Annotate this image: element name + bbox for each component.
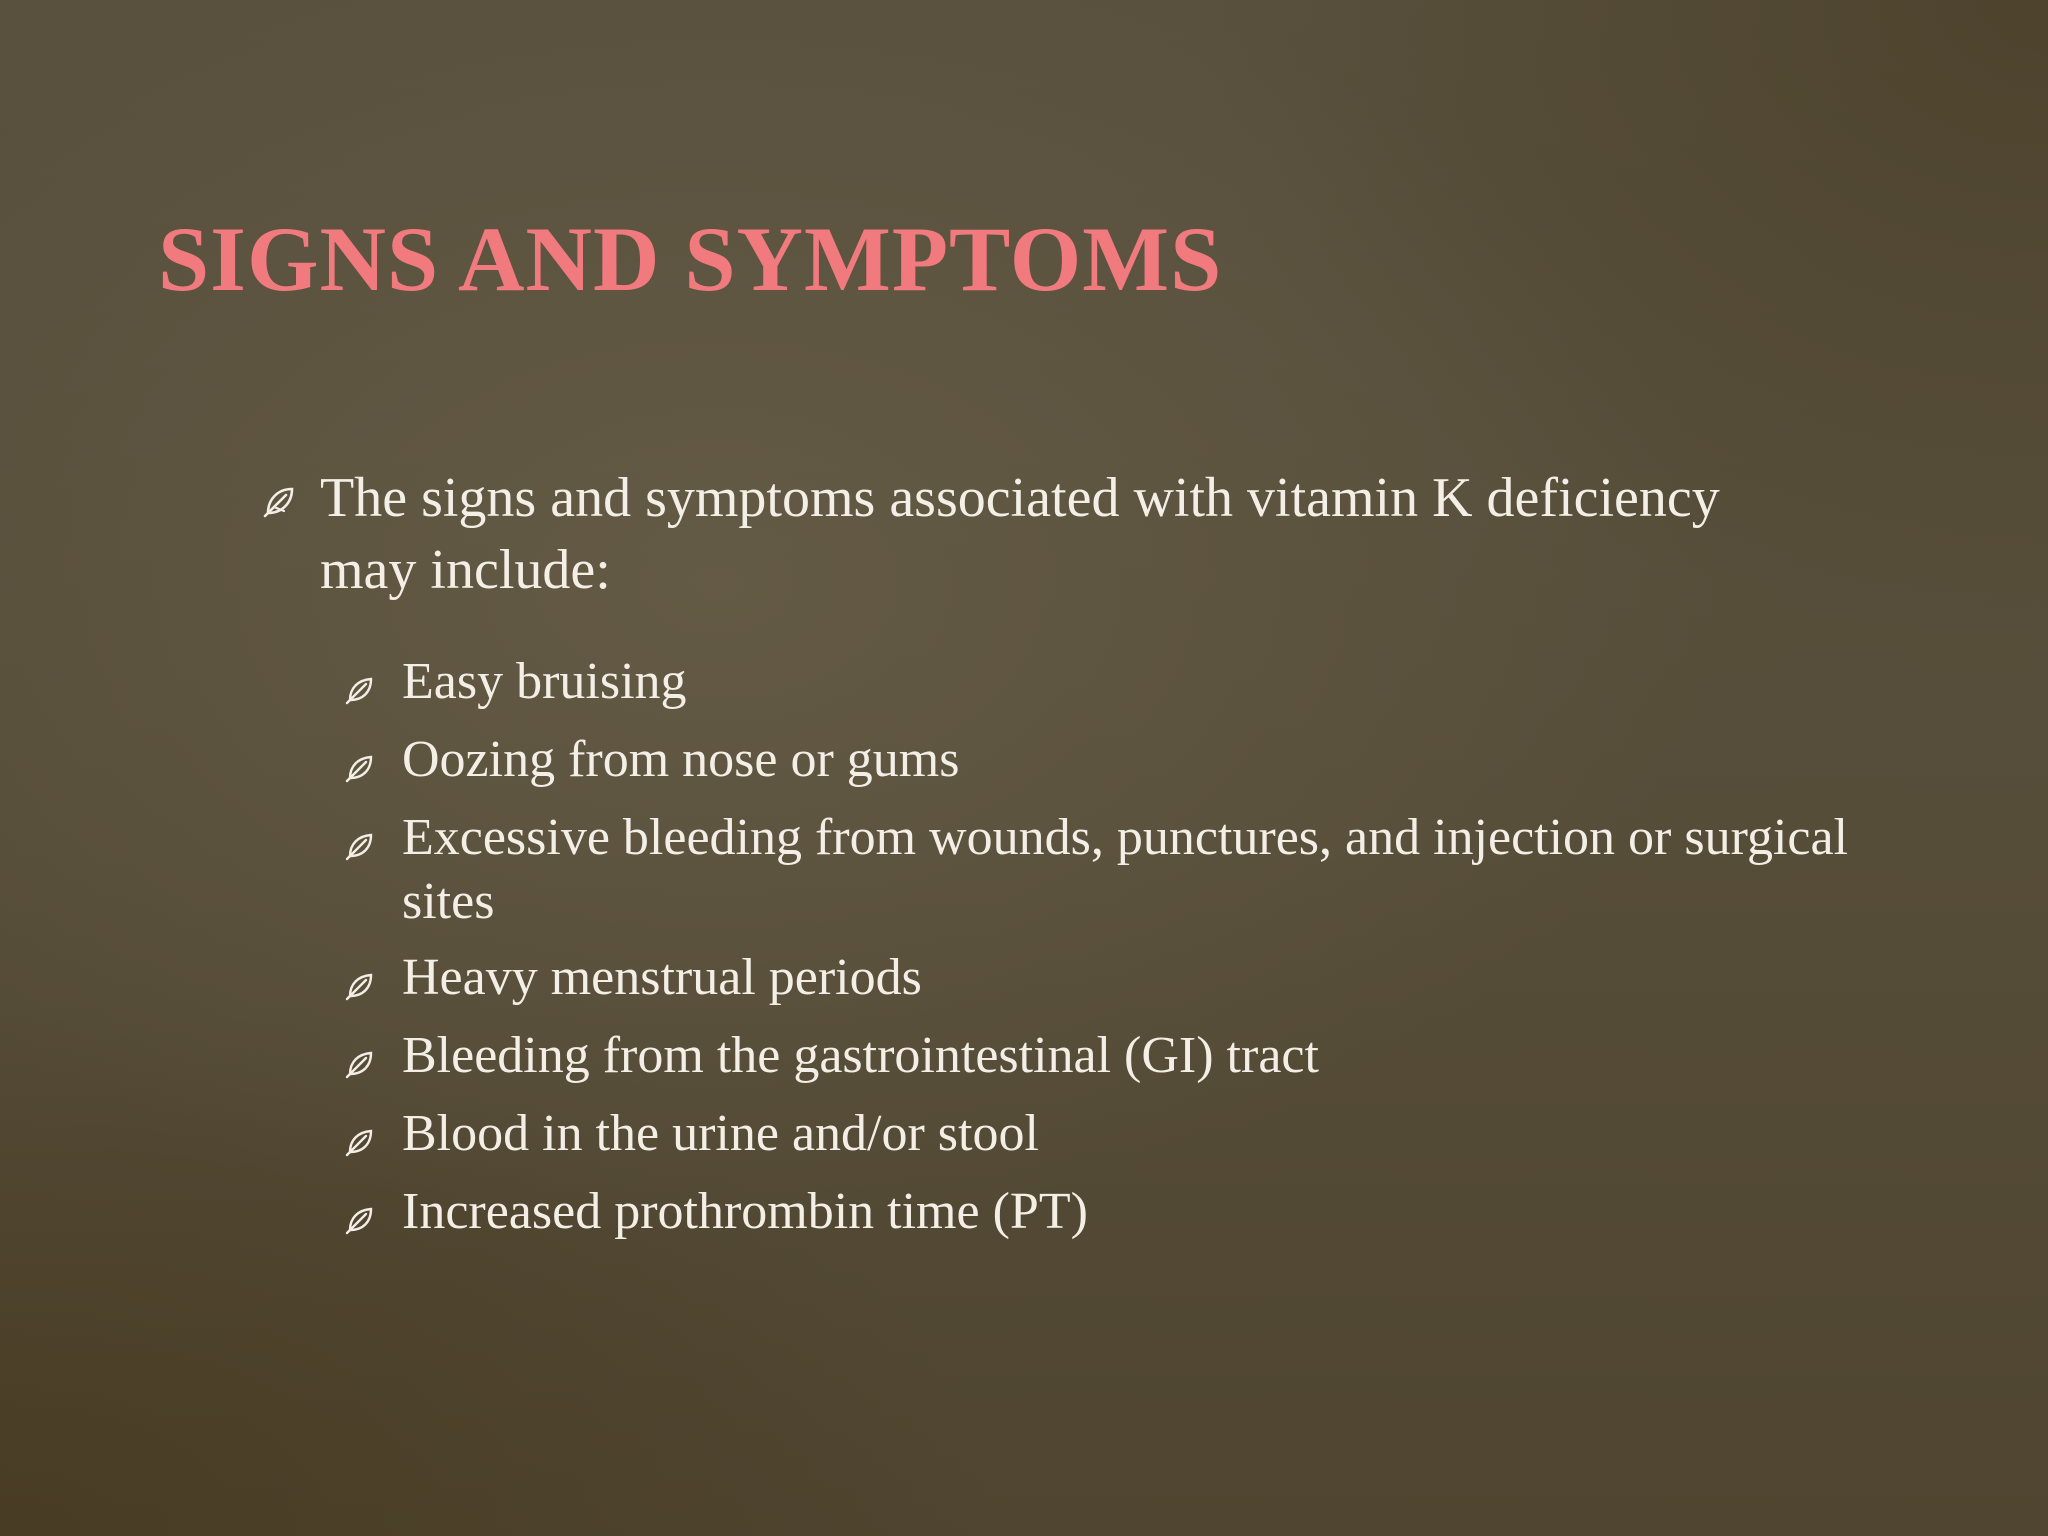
symptom-text: Oozing from nose or gums xyxy=(402,731,960,788)
leaf-sub-bullet-icon xyxy=(344,830,376,862)
symptom-text: Increased prothrombin time (PT) xyxy=(402,1183,1088,1240)
leaf-sub-bullet-icon xyxy=(344,1126,376,1158)
leaf-sub-bullet-icon xyxy=(344,752,376,784)
leaf-sub-bullet-icon xyxy=(344,970,376,1002)
main-point-text: The signs and symptoms associated with vitamin K deficiency may include: xyxy=(320,467,1720,601)
symptom-text: Blood in the urine and/or stool xyxy=(402,1105,1039,1162)
symptom-text: Excessive bleeding from wounds, punctures, and injection or surgical sites xyxy=(402,809,1849,930)
leaf-sub-bullet-icon xyxy=(344,674,376,706)
symptom-text: Heavy menstrual periods xyxy=(402,949,922,1006)
leaf-sub-bullet-icon xyxy=(344,1048,376,1080)
symptom-text: Easy bruising xyxy=(402,653,687,710)
symptom-text: Bleeding from the gastrointestinal (GI) tract xyxy=(402,1027,1319,1084)
slide-title: SIGNS AND SYMPTOMS xyxy=(158,208,1223,310)
leaf-sub-bullet-icon xyxy=(344,1204,376,1236)
leaf-bullet-icon xyxy=(262,483,298,519)
